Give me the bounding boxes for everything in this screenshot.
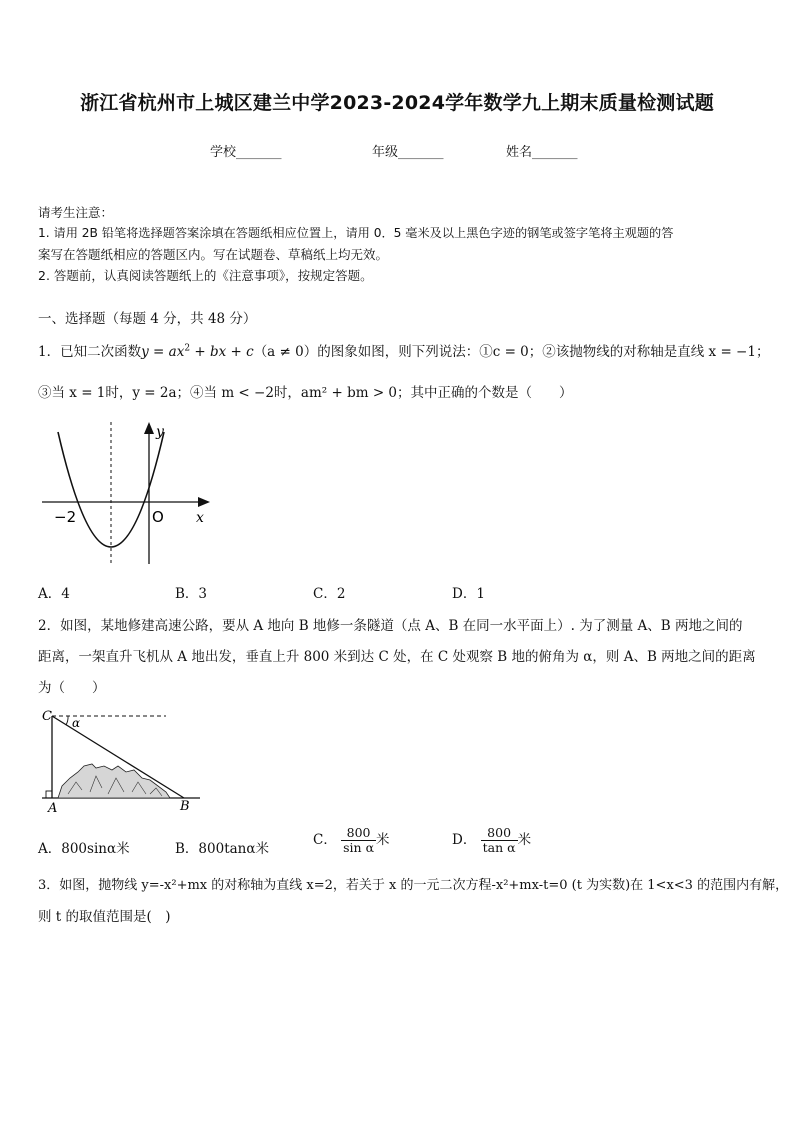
notice-line-1b: 案写在答题纸相应的答题区内。写在试题卷、草稿纸上均无效。 — [38, 247, 389, 262]
right-angle-mark — [46, 791, 52, 798]
question-2-line-2: 距离，一架直升飞机从 A 地出发，垂直上升 800 米到达 C 处，在 C 处观察 B 地的俯角为 α，则 A、B 两地之间的距离 — [38, 649, 756, 665]
q2-option-c-denominator: sin α — [343, 839, 375, 855]
neg2-label: −2 — [54, 508, 77, 526]
q2-option-d-numerator: 800 — [481, 826, 518, 841]
q2-option-c-prefix: C． — [313, 831, 337, 848]
y-axis-arrow — [144, 422, 154, 434]
q1-option-a[interactable]: A．4 — [38, 586, 70, 602]
question-3-line-1: 3．如图，抛物线 y=-x²+mx 的对称轴为直线 x=2，若关于 x 的一元二次方程-x²+mx-t=0 (t 为实数)在 1<x<3 的范围内有解， — [38, 878, 789, 893]
question-2-line-1: 2．如图，某地修建高速公路，要从 A 地向 B 地修一条隧道（点 A、B 在同一水平面上）. 为了测量 A、B 两地之间的 — [38, 618, 743, 634]
angle-arc — [66, 716, 68, 725]
origin-label: O — [152, 508, 164, 526]
y-label: y — [156, 424, 164, 440]
notice-heading: 请考生注意： — [38, 205, 114, 220]
q2-option-c-numerator: 800 — [341, 826, 376, 841]
section-heading: 一、选择题（每题 4 分，共 48 分） — [38, 311, 257, 327]
question-1-line-1 — [38, 340, 769, 360]
x-label: x — [196, 510, 204, 526]
q1-option-b[interactable]: B．3 — [175, 586, 208, 602]
mountain-shape — [58, 764, 170, 798]
q2-option-c[interactable] — [313, 826, 390, 855]
q2-option-d[interactable] — [452, 826, 531, 855]
q1-option-d[interactable]: D．1 — [452, 586, 485, 602]
grade-field: 年级_______ — [372, 145, 444, 160]
q2-option-d-unit: 米 — [517, 831, 532, 848]
q1-function: $y = ax^2$ + bx + c — [141, 343, 254, 360]
q1-parabola-graph — [38, 418, 218, 570]
q1-prefix: 1．已知二次函数 — [38, 344, 142, 360]
q1-condition: （a ≠ 0）的图象如图，则下列说法：①c = 0；②该抛物线的对称轴是直线 x = −1； — [253, 344, 770, 360]
question-1-line-2: ③当 x = 1时，y = 2a；④当 m < −2时，am² + bm > 0；其中正确的个数是（ ） — [38, 385, 573, 401]
question-2-line-3: 为（ ） — [38, 680, 106, 696]
q2-option-a[interactable]: A．800sinα米 — [38, 841, 130, 857]
q2-option-d-denominator: tan α — [482, 839, 516, 855]
name-field: 姓名_______ — [506, 145, 578, 160]
school-field: 学校_______ — [210, 145, 282, 160]
point-c-label: C — [42, 709, 52, 724]
q2-option-c-unit: 米 — [376, 831, 390, 848]
x-axis-arrow — [198, 497, 210, 507]
alpha-label: α — [72, 716, 81, 730]
q2-option-d-fraction — [481, 826, 518, 855]
q2-option-c-fraction — [341, 826, 376, 855]
q2-triangle-figure — [38, 706, 208, 816]
q2-option-d-prefix: D． — [452, 831, 477, 848]
q2-option-b[interactable]: B．800tanα米 — [175, 841, 269, 857]
question-3-line-2: 则 t 的取值范围是( ) — [38, 909, 171, 925]
notice-line-2: 2. 答题前，认真阅读答题纸上的《注意事项》，按规定答题。 — [38, 268, 373, 283]
q1-option-c[interactable]: C．2 — [313, 586, 346, 602]
notice-line-1: 1. 请用 2B 铅笔将选择题答案涂填在答题纸相应位置上，请用 0．5 毫米及以上黑色字迹的钢笔或签字笔将主观题的答 — [38, 226, 674, 240]
point-b-label: B — [180, 799, 190, 814]
page-title: 浙江省杭州市上城区建兰中学2023-2024学年数学九上期末质量检测试题 — [80, 92, 714, 114]
point-a-label: A — [48, 801, 58, 816]
